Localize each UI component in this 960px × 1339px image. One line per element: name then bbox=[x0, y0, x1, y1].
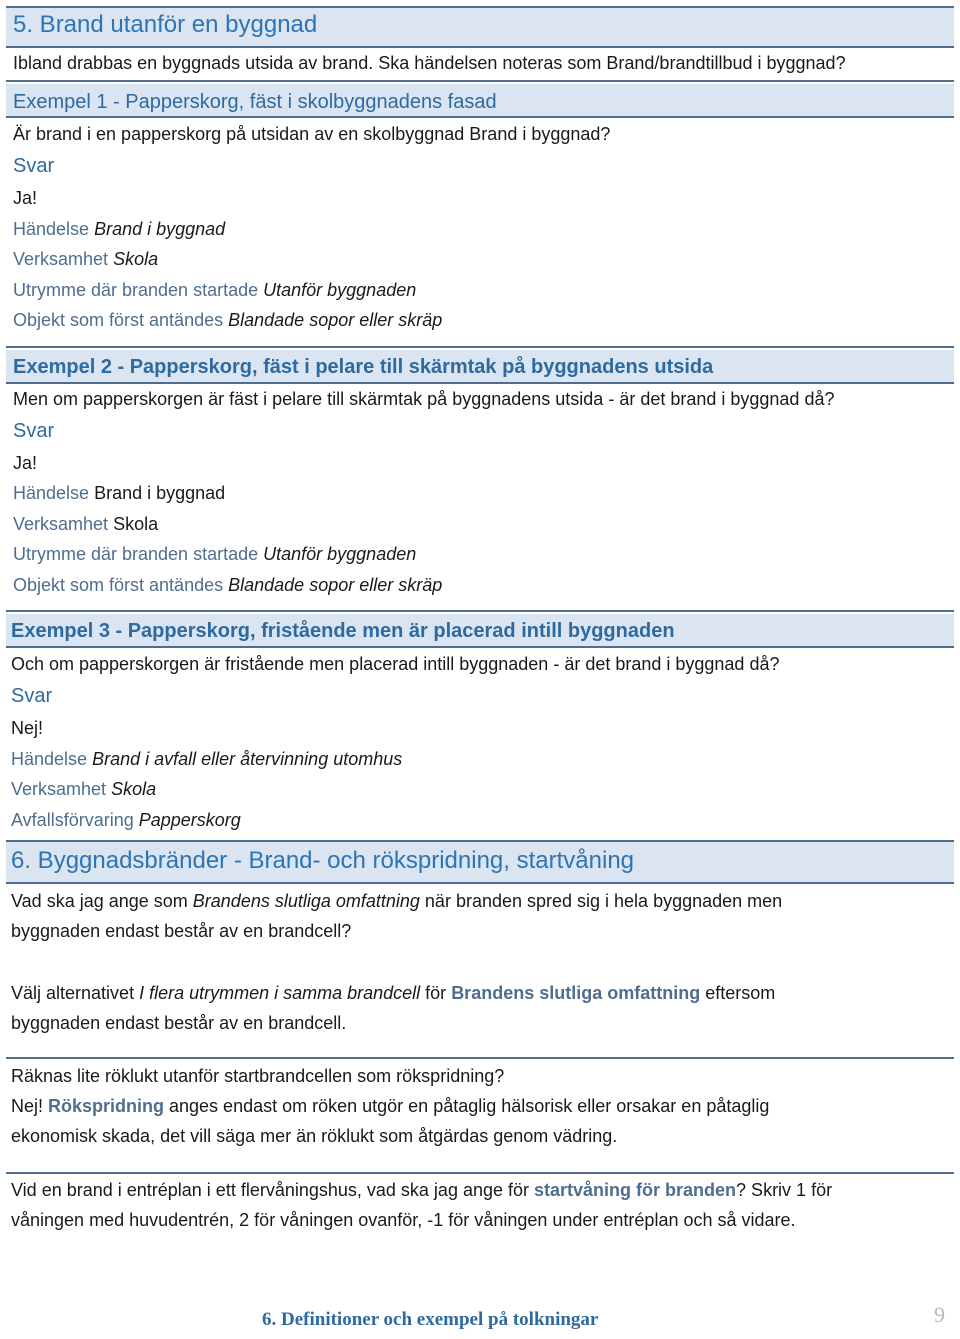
example-2-field-utrymme bbox=[13, 542, 416, 566]
section-5-intro: Ibland drabbas en byggnads utsida av brand. Ska händelsen noteras som Brand/brandtillbud i byggnad? bbox=[13, 53, 846, 73]
example-1-answer: Ja! bbox=[13, 188, 38, 208]
field-label: Händelse bbox=[13, 219, 90, 239]
page-number: 9 bbox=[934, 1302, 945, 1327]
example-1-field-objekt bbox=[13, 308, 442, 332]
emphasis: Brandens slutliga omfattning bbox=[192, 891, 420, 911]
example-1-question: Är brand i en papperskorg på utsidan av en skolbyggnad Brand i byggnad? bbox=[13, 124, 611, 144]
field-value: Brand i avfall eller återvinning utomhus bbox=[92, 749, 403, 769]
field-value: Skola bbox=[111, 779, 157, 799]
field-label: Utrymme där branden startade bbox=[13, 280, 259, 300]
field-label: Utrymme där branden startade bbox=[13, 544, 259, 564]
field-value: Utanför byggnaden bbox=[263, 280, 417, 300]
field-value: Papperskorg bbox=[138, 810, 241, 830]
example-3-field-verksamhet bbox=[11, 777, 156, 801]
section-6-question-3-line-2: våningen med huvudentrén, 2 för våningen ovanför, -1 för våningen under entréplan och så vidare. bbox=[11, 1210, 796, 1230]
example-3-svar-label: Svar bbox=[11, 685, 53, 707]
text: Vid en brand i entréplan i ett flervåningshus, vad ska jag ange för bbox=[11, 1180, 535, 1200]
field-label: Händelse bbox=[13, 483, 90, 503]
section-6-heading: 6. Byggnadsbränder - Brand- och rökspridning, startvåning bbox=[11, 847, 635, 874]
divider bbox=[6, 610, 954, 612]
text: för bbox=[420, 983, 452, 1003]
field-value: Utanför byggnaden bbox=[263, 544, 417, 564]
field-label: Verksamhet bbox=[13, 249, 109, 269]
divider bbox=[6, 1057, 954, 1059]
field-label: Händelse bbox=[11, 749, 88, 769]
example-2-field-hendelse bbox=[13, 481, 225, 505]
example-2-svar-label: Svar bbox=[13, 420, 55, 442]
section-6-answer-2-line-2: ekonomisk skada, det vill säga mer än röklukt som åtgärdas genom vädring. bbox=[11, 1126, 618, 1146]
divider bbox=[6, 80, 954, 82]
example-3-question: Och om papperskorgen är fristående men placerad intill byggnaden - är det brand i byggnad då? bbox=[11, 654, 780, 674]
emphasis: I flera utrymmen i samma brandcell bbox=[139, 983, 421, 1003]
field-value: Blandade sopor eller skräp bbox=[228, 310, 443, 330]
example-1-field-hendelse bbox=[13, 217, 225, 241]
example-1-svar-label: Svar bbox=[13, 155, 55, 177]
field-value: Brand i byggnad bbox=[94, 219, 226, 239]
divider bbox=[6, 346, 954, 348]
example-1-field-utrymme bbox=[13, 278, 416, 302]
field-label: Avfallsförvaring bbox=[11, 810, 134, 830]
section-6-answer-1-line-2: byggnaden endast består av en brandcell. bbox=[11, 1013, 347, 1033]
section-6-question-1 bbox=[11, 889, 782, 913]
divider bbox=[6, 1172, 954, 1174]
term: Rökspridning bbox=[48, 1096, 165, 1116]
text: eftersom bbox=[700, 983, 776, 1003]
field-label: Verksamhet bbox=[11, 779, 107, 799]
example-1-field-verksamhet bbox=[13, 247, 158, 271]
text: när branden spred sig i hela byggnaden men bbox=[419, 891, 783, 911]
term: Brandens slutliga omfattning bbox=[451, 983, 701, 1003]
field-label: Objekt som först antändes bbox=[13, 310, 224, 330]
field-label: Verksamhet bbox=[13, 514, 109, 534]
term: startvåning för branden bbox=[534, 1180, 737, 1200]
text: Nej! bbox=[11, 1096, 49, 1116]
example-2-heading: Exempel 2 - Papperskorg, fäst i pelare till skärmtak på byggnadens utsida bbox=[13, 356, 714, 378]
example-2-field-objekt bbox=[13, 573, 442, 597]
text: Vad ska jag ange som bbox=[11, 891, 193, 911]
example-2-question: Men om papperskorgen är fäst i pelare till skärmtak på byggnadens utsida - är det brand i byggnad då? bbox=[13, 389, 835, 409]
example-3-heading: Exempel 3 - Papperskorg, fristående men är placerad intill byggnaden bbox=[11, 620, 675, 642]
example-2-field-verksamhet bbox=[13, 512, 158, 536]
section-6-question-1-line-2: byggnaden endast består av en brandcell? bbox=[11, 921, 352, 941]
field-value: Skola bbox=[113, 249, 159, 269]
section-6-question-3 bbox=[11, 1178, 832, 1202]
example-2-answer: Ja! bbox=[13, 453, 38, 473]
field-value: Blandade sopor eller skräp bbox=[228, 575, 443, 595]
text: Välj alternativet bbox=[11, 983, 140, 1003]
field-value: Skola bbox=[113, 514, 159, 534]
text: anges endast om röken utgör en påtaglig hälsorisk eller orsakar en påtaglig bbox=[164, 1096, 770, 1116]
section-6-answer-1 bbox=[11, 981, 775, 1005]
section-6-answer-2 bbox=[11, 1094, 769, 1118]
example-1-heading: Exempel 1 - Papperskorg, fäst i skolbyggnadens fasad bbox=[13, 91, 497, 113]
example-3-field-avfall bbox=[11, 808, 241, 832]
text: ? Skriv 1 för bbox=[736, 1180, 833, 1200]
field-value: Brand i byggnad bbox=[94, 483, 226, 503]
section-6-question-2: Räknas lite röklukt utanför startbrandcellen som rökspridning? bbox=[11, 1066, 505, 1086]
field-label: Objekt som först antändes bbox=[13, 575, 224, 595]
example-3-field-hendelse bbox=[11, 747, 402, 771]
section-5-heading: 5. Brand utanför en byggnad bbox=[13, 11, 318, 38]
example-3-answer: Nej! bbox=[11, 718, 44, 738]
footer-title: 6. Definitioner och exempel på tolkningar bbox=[262, 1309, 599, 1330]
